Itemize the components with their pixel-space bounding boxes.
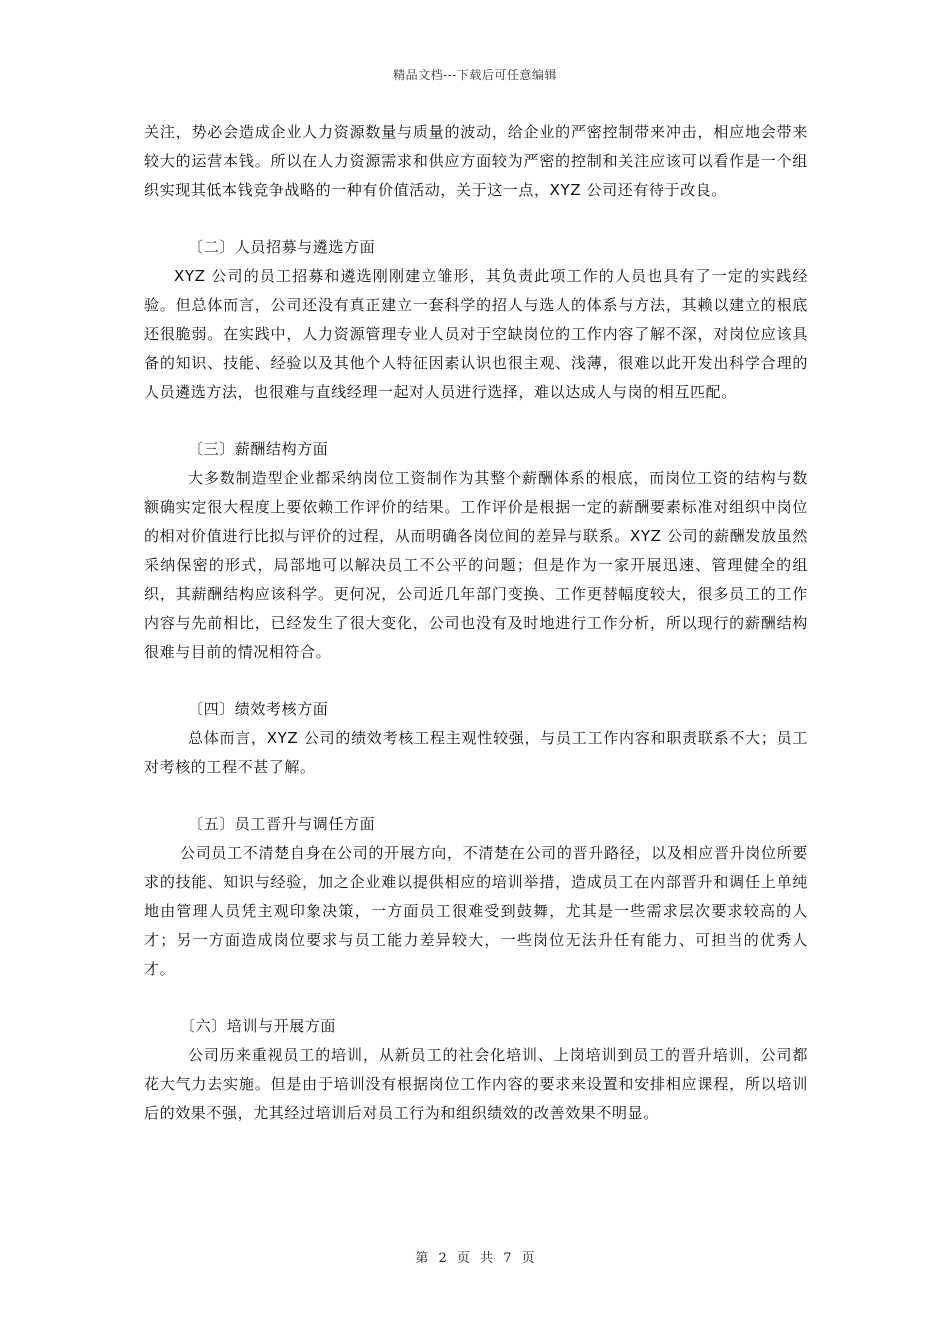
section-spacer bbox=[144, 984, 808, 1012]
page-header: 精品文档---下载后可任意编辑 bbox=[393, 68, 557, 82]
page-number-footer: 第 2 页 共 7 页 bbox=[415, 1251, 535, 1266]
section-heading: 〔四〕绩效考核方面 bbox=[188, 700, 329, 718]
section-body: 公司历来重视员工的培训，从新员工的社会化培训、上岗培训到员工的晋升培训，公司都花大气力去实施。但是由于培训没有根据岗位工作内容的要求来设置和安排相应课程，所以培训后的效果不强，尤其经过培训后对员工行为和组织绩效的改善效果不明显。 bbox=[144, 1046, 808, 1122]
section-heading: 〔五〕员工晋升与调任方面 bbox=[188, 815, 376, 833]
section-heading: 〔三〕薪酬结构方面 bbox=[188, 440, 329, 458]
section-heading: 〔六〕培训与开展方面 bbox=[180, 1017, 337, 1035]
section-promotion bbox=[144, 810, 808, 984]
section-heading: 〔二〕人员招募与遴选方面 bbox=[188, 238, 376, 256]
section-training bbox=[144, 1012, 808, 1128]
section-performance bbox=[144, 695, 808, 782]
section-compensation bbox=[144, 435, 808, 667]
section-body: 大多数制造型企业都采纳岗位工资制作为其整个薪酬体系的根底，而岗位工资的结构与数额确实定很大程度上要依赖工作评价的结果。工作评价是根据一定的薪酬要素标准对组织中岗位的相对价值进行比拟与评价的过程，从而明确各岗位间的差异与联系。XYZ 公司的薪酬发放虽然采纳保密的形式，局部地可以解决员工不公平的问题；但是作为一家开展迅速、管理健全的组织，其薪酬结构应该科学。更何况，公司近几年部门变换、工作更替幅度较大，很多员工的工作内容与先前相比，已经发生了很大变化，公司也没有及时地进行工作分析，所以现行的薪酬结构很难与目前的情况相符合。 bbox=[144, 469, 808, 661]
section-recruitment bbox=[144, 233, 808, 407]
section-spacer bbox=[144, 782, 808, 810]
section-body: 公司员工不清楚自身在公司的开展方向，不清楚在公司的晋升路径，以及相应晋升岗位所要求的技能、知识与经验，加之企业难以提供相应的培训举措，造成员工在内部晋升和调任上单纯地由管理人员凭主观印象决策，一方面员工很难受到鼓舞，尤其是一些需求层次要求较高的人才；另一方面造成岗位要求与员工能力差异较大，一些岗位无法升任有能力、可担当的优秀人才。 bbox=[144, 844, 808, 978]
document-body bbox=[144, 118, 808, 1128]
section-spacer bbox=[144, 667, 808, 695]
section-spacer bbox=[144, 407, 808, 435]
section-body: XYZ 公司的员工招募和遴选刚刚建立雏形，其负责此项工作的人员也具有了一定的实践经验。但总体而言，公司还没有真正建立一套科学的招人与选人的体系与方法，其赖以建立的根底还很脆弱。在实践中，人力资源管理专业人员对于空缺岗位的工作内容了解不深，对岗位应该具备的知识、技能、经验以及其他个人特征因素认识也很主观、浅薄，很难以此开发出科学合理的人员遴选方法，也很难与直线经理一起对人员进行选择，难以达成人与岗的相互匹配。 bbox=[144, 267, 808, 401]
section-spacer bbox=[144, 205, 808, 233]
intro-paragraph: 关注，势必会造成企业人力资源数量与质量的波动，给企业的严密控制带来冲击，相应地会带来较大的运营本钱。所以在人力资源需求和供应方面较为严密的控制和关注应该可以看作是一个组织实现其低本钱竞争战略的一种有价值活动，关于这一点，XYZ 公司还有待于改良。 bbox=[144, 123, 808, 199]
section-body: 总体而言，XYZ 公司的绩效考核工程主观性较强，与员工工作内容和职责联系不大；员工对考核的工程不甚了解。 bbox=[144, 729, 808, 776]
